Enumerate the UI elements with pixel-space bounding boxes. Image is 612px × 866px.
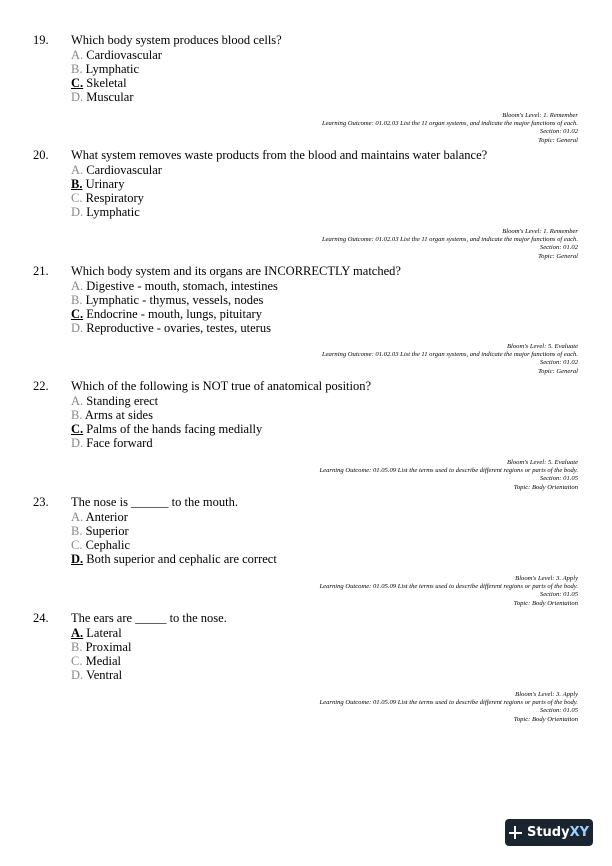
option-c: C. Medial — [71, 654, 122, 668]
question-23-metadata — [320, 575, 578, 608]
option-b: B. Proximal — [71, 640, 132, 654]
option-d: D. Reproductive - ovaries, testes, uterus — [71, 321, 271, 335]
option-c: C. Cephalic — [71, 538, 131, 552]
option-d: D. Ventral — [71, 668, 123, 682]
section: Section: 01.05 — [539, 591, 578, 599]
question-number: 20. — [33, 148, 49, 162]
learning-outcome: Learning Outcome: 01.05.09 List the terms used to describe different regions or parts of the body. — [319, 583, 578, 591]
learning-outcome: Learning Outcome: 01.02.03 List the 11 organ systems, and indicate the major functions of each. — [321, 351, 578, 359]
question-text: Which body system produces blood cells? — [71, 33, 282, 47]
option-d-correct: D. Both superior and cephalic are correct — [71, 552, 277, 566]
answer-options — [71, 626, 131, 682]
question-24-metadata — [320, 691, 578, 724]
option-a-correct: A. Lateral — [71, 626, 122, 640]
brand-accent: XY — [569, 825, 590, 840]
topic: Topic: Body Orientation — [513, 483, 578, 491]
option-b: B. Arms at sides — [71, 408, 153, 422]
answer-options — [71, 394, 262, 450]
studyxy-badge[interactable] — [505, 819, 593, 846]
blooms-level: Bloom's Level: 5. Evaluate — [507, 343, 578, 350]
option-d: D. Face forward — [71, 436, 153, 450]
option-b: B. Superior — [71, 524, 129, 538]
brand-main: Study — [526, 825, 570, 840]
blooms-level: Bloom's Level: 5. Evaluate — [507, 459, 578, 466]
blooms-level: Bloom's Level: 3. Apply — [515, 691, 578, 698]
topic: Topic: General — [538, 252, 578, 260]
question-21-metadata — [322, 343, 578, 376]
question-number: 23. — [33, 495, 49, 509]
question-text: Which of the following is NOT true of anatomical position? — [71, 379, 372, 393]
question-text: Which body system and its organs are INCORRECTLY matched? — [71, 264, 401, 278]
answer-options — [71, 510, 277, 566]
topic: Topic: Body Orientation — [513, 715, 578, 723]
question-text: The nose is ______ to the mouth. — [71, 495, 238, 509]
question-number: 22. — [33, 379, 49, 393]
section: Section: 01.02 — [539, 244, 578, 252]
topic: Topic: General — [538, 367, 578, 375]
answer-options — [71, 163, 162, 219]
question-19-metadata — [322, 112, 578, 145]
option-a: A. Cardiovascular — [71, 48, 162, 62]
learning-outcome: Learning Outcome: 01.05.09 List the terms used to describe different regions or parts of the body. — [319, 699, 578, 707]
topic: Topic: General — [538, 136, 578, 144]
option-b: B. Lymphatic — [71, 62, 140, 76]
option-d: D. Lymphatic — [71, 205, 140, 219]
question-number: 21. — [33, 264, 49, 278]
question-22-metadata — [320, 459, 578, 492]
section: Section: 01.02 — [539, 128, 578, 136]
option-a: A. Digestive - mouth, stomach, intestines — [71, 279, 278, 293]
plus-icon — [509, 826, 522, 839]
learning-outcome: Learning Outcome: 01.02.03 List the 11 organ systems, and indicate the major functions of each. — [321, 236, 578, 244]
option-c-correct: C. Palms of the hands facing medially — [71, 422, 263, 436]
option-c: C. Respiratory — [71, 191, 144, 205]
option-a: A. Standing erect — [71, 394, 159, 408]
question-number: 24. — [33, 611, 49, 625]
section: Section: 01.05 — [539, 707, 578, 715]
question-number: 19. — [33, 33, 49, 47]
option-a: A. Anterior — [71, 510, 128, 524]
section: Section: 01.05 — [539, 475, 578, 483]
answer-options — [71, 279, 278, 335]
section: Section: 01.02 — [539, 359, 578, 367]
learning-outcome: Learning Outcome: 01.02.03 List the 11 organ systems, and indicate the major functions of each. — [321, 120, 578, 128]
blooms-level: Bloom's Level: 1. Remember — [502, 112, 578, 119]
option-b: B. Lymphatic - thymus, vessels, nodes — [71, 293, 264, 307]
option-a: A. Cardiovascular — [71, 163, 162, 177]
blooms-level: Bloom's Level: 3. Apply — [515, 575, 578, 582]
question-text: The ears are _____ to the nose. — [71, 611, 227, 625]
blooms-level: Bloom's Level: 1. Remember — [502, 228, 578, 235]
learning-outcome: Learning Outcome: 01.05.09 List the terms used to describe different regions or parts of the body. — [319, 467, 578, 475]
option-b-correct: B. Urinary — [71, 177, 125, 191]
question-text: What system removes waste products from the blood and maintains water balance? — [71, 148, 488, 162]
topic: Topic: Body Orientation — [513, 599, 578, 607]
option-c-correct: C. Endocrine - mouth, lungs, pituitary — [71, 307, 262, 321]
option-c-correct: C. Skeletal — [71, 76, 127, 90]
option-d: D. Muscular — [71, 90, 134, 104]
question-20-metadata — [322, 228, 578, 261]
answer-options — [71, 48, 162, 104]
